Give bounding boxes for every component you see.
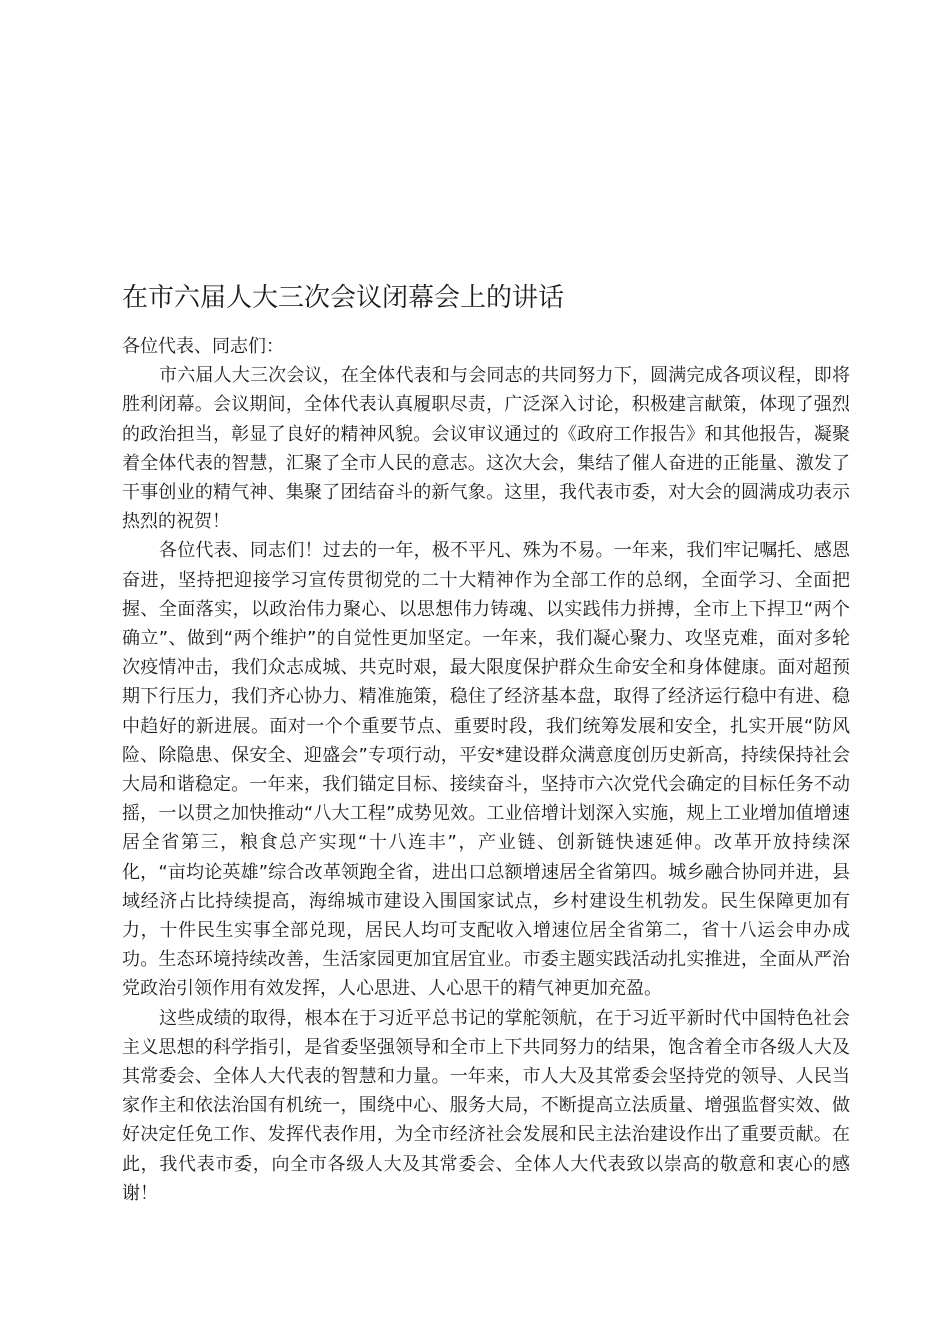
- document-body: [122, 332, 850, 1208]
- document-title: 在市六届人大三次会议闭幕会上的讲话: [122, 283, 565, 313]
- body-paragraph-1: 市六届人大三次会议，在全体代表和与会同志的共同努力下，圆满完成各项议程，即将胜利闭幕。会议期间，全体代表认真履职尽责，广泛深入讨论，积极建言献策，体现了强烈的政治担当，彰显了良好的精神风貌。会议审议通过的《政府工作报告》和其他报告，凝聚着全体代表的智慧，汇聚了全市人民的意志。这次大会，集结了催人奋进的正能量、激发了干事创业的精气神、集聚了团结奋斗的新气象。这里，我代表市委，对大会的圆满成功表示热烈的祝贺！: [122, 365, 850, 533]
- body-paragraph-2: 各位代表、同志们！过去的一年，极不平凡、殊为不易。一年来，我们牢记嘱托、感恩奋进，坚持把迎接学习宣传贯彻党的二十大精神作为全部工作的总纲，全面学习、全面把握、全面落实，以政治伟力聚心、以思想伟力铸魂、以实践伟力拼搏，全市上下捍卫“两个确立”、做到“两个维护”的自觉性更加坚定。一年来，我们凝心聚力、攻坚克难，面对多轮次疫情冲击，我们众志成城、共克时艰，最大限度保护群众生命安全和身体健康。面对超预期下行压力，我们齐心协力、精准施策，稳住了经济基本盘，取得了经济运行稳中有进、稳中趋好的新进展。面对一个个重要节点、重要时段，我们统筹发展和安全，扎实开展“防风险、除隐患、保安全、迎盛会”专项行动，平安*建设群众满意度创历史新高，持续保持社会大局和谐稳定。一年来，我们锚定目标、接续奋斗，坚持市六次党代会确定的目标任务不动摇，一以贯之加快推动“八大工程”成势见效。工业倍增计划深入实施，规上工业增加值增速居全省第三，粮食总产实现“十八连丰”，产业链、创新链快速延伸。改革开放持续深化，“亩均论英雄”综合改革领跑全省，进出口总额增速居全省第四。城乡融合协同并进，县域经济占比持续提高，海绵城市建设入围国家试点，乡村建设生机勃发。民生保障更加有力，十件民生实事全部兑现，居民人均可支配收入增速位居全省第二，省十八运会申办成功。生态环境持续改善，生活家园更加宜居宜业。市委主题实践活动扎实推进，全面从严治党政治引领作用有效发挥，人心思进、人心思干的精气神更加充盈。: [122, 540, 850, 1000]
- body-paragraph-3: 这些成绩的取得，根本在于习近平总书记的掌舵领航，在于习近平新时代中国特色社会主义思想的科学指引，是省委坚强领导和全市上下共同努力的结果，饱含着全市各级人大及其常委会、全体人大代表的智慧和力量。一年来，市人大及其常委会坚持党的领导、人民当家作主和依法治国有机统一，围绕中心、服务大局，不断提高立法质量、增强监督实效、做好决定任免工作、发挥代表作用，为全市经济社会发展和民主法治建设作出了重要贡献。在此，我代表市委，向全市各级人大及其常委会、全体人大代表致以崇高的敬意和衷心的感谢！: [122, 1007, 850, 1204]
- salutation: 各位代表、同志们：: [122, 336, 284, 357]
